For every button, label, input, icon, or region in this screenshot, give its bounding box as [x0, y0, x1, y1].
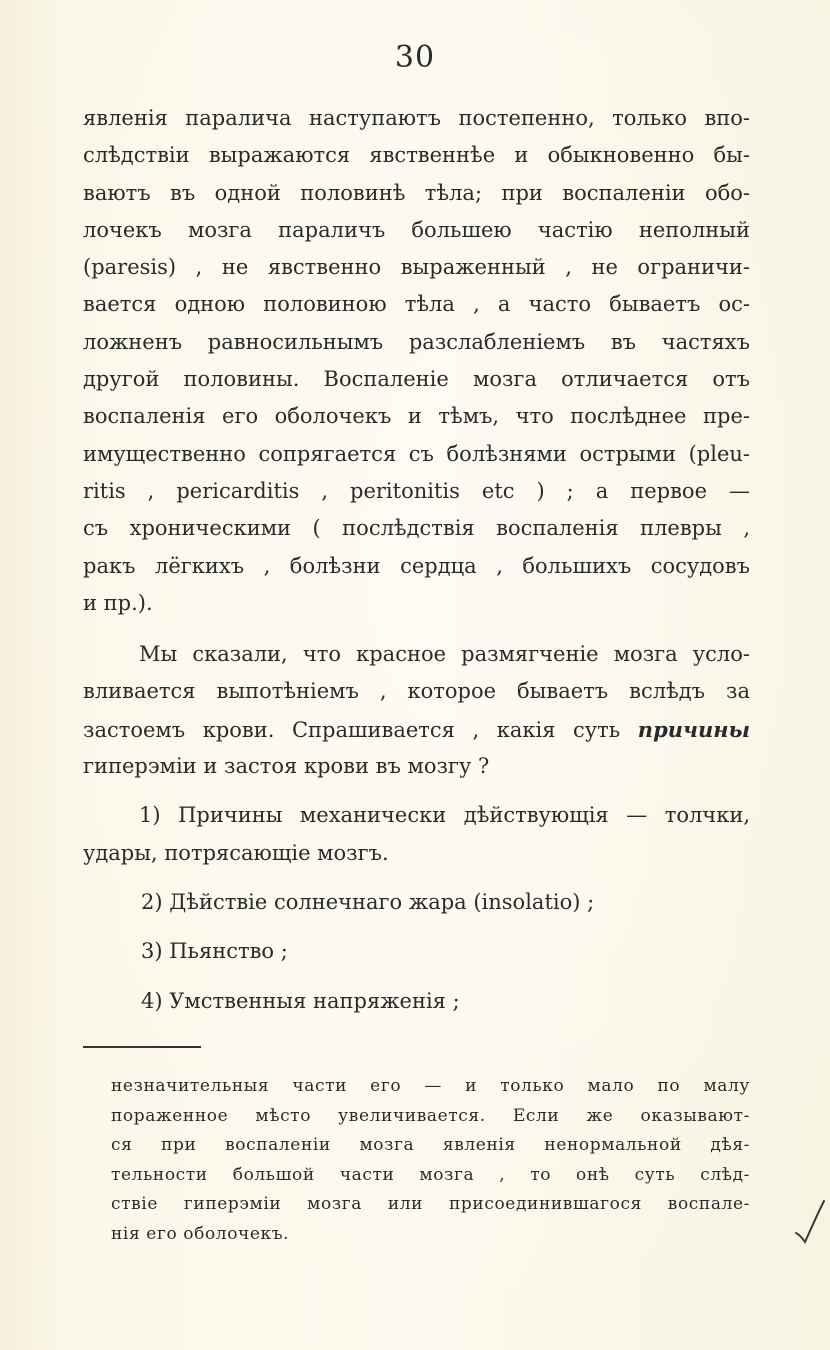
- pencil-check-mark: [794, 1195, 826, 1245]
- text-line: воспаленія его оболочекъ и тѣмъ, что послѣднее пре-: [83, 404, 750, 429]
- text-line: явленія паралича наступаютъ постепенно, только впо-: [83, 106, 750, 130]
- text-line: другой половины. Воспаленіе мозга отличается отъ: [83, 367, 750, 392]
- emphasized-word: причины: [637, 716, 750, 742]
- list-item-4: 4) Умственныя напряженія ;: [141, 988, 460, 1013]
- footnote-line: ствіе гиперэміи мозга или присоединившагося воспале-: [111, 1194, 750, 1214]
- footnote-line: ся при воспаленіи мозга явленія ненормальной дѣя-: [111, 1135, 750, 1155]
- text-line: ritis , pericarditis , peritonitis etc ) ; а первое —: [83, 478, 750, 503]
- text-line: ваютъ въ одной половинѣ тѣла; при воспаленіи обо-: [83, 180, 750, 205]
- footnote-line: незначительныя части его — и только мало по малу: [111, 1076, 750, 1096]
- text-line: ложненъ равносильнымъ разслабленіемъ въ частяхъ: [83, 329, 750, 354]
- text-line: лочекъ мозга параличъ большею частію неполный: [83, 217, 750, 242]
- text-line: вается одною половиною тѣла , а часто бываетъ ос-: [83, 292, 750, 317]
- text-line: [83, 711, 750, 748]
- text-line: имущественно сопрягается съ болѣзнями острыми (pleu-: [83, 441, 750, 466]
- footnote: [111, 1072, 750, 1249]
- causes-list: [83, 797, 750, 1019]
- footnote-line: тельности большой части мозга , то онѣ суть слѣд-: [111, 1164, 750, 1185]
- list-item-3: 3) Пьянство ;: [141, 939, 288, 964]
- text-line-part: застоемъ крови. Спрашивается , какія суть: [83, 717, 621, 742]
- text-line: слѣдствіи выражаются явственнѣе и обыкновенно бы-: [83, 143, 750, 168]
- text-line: съ хроническими ( послѣдствія воспаленія плевры ,: [83, 516, 750, 541]
- text-line: и пр.).: [83, 590, 153, 615]
- text-line: ракъ лёгкихъ , болѣзни сердца , большихъ сосудовъ: [83, 553, 750, 578]
- text-line: Мы сказали, что красное размягченіе мозга усло-: [139, 642, 750, 667]
- paragraph-1: [83, 100, 750, 622]
- list-item-1-continuation: удары, потрясающіе мозгъ.: [83, 840, 389, 865]
- list-item-1: 1) Причины механически дѣйствующія — толчки,: [139, 803, 750, 828]
- text-line: (paresis) , не явственно выраженный , не ограничи-: [83, 255, 750, 280]
- paragraph-gap: [83, 622, 750, 636]
- page-number: 30: [394, 40, 436, 75]
- paragraph-gap: [83, 785, 750, 797]
- footnote-line: пораженное мѣсто увеличивается. Если же оказывают-: [111, 1105, 750, 1126]
- list-item-2: 2) Дѣйствіе солнечнаго жара (insolatio) ;: [141, 889, 595, 914]
- text-line: вливается выпотѣніемъ , которое бываетъ вслѣдъ за: [83, 679, 750, 704]
- text-line: гиперэміи и застоя крови въ мозгу ?: [83, 754, 490, 779]
- footnote-line: нія его оболочекъ.: [111, 1223, 290, 1244]
- paragraph-2: [83, 636, 750, 785]
- main-text: [83, 100, 750, 1020]
- footnote-divider: [83, 1046, 201, 1048]
